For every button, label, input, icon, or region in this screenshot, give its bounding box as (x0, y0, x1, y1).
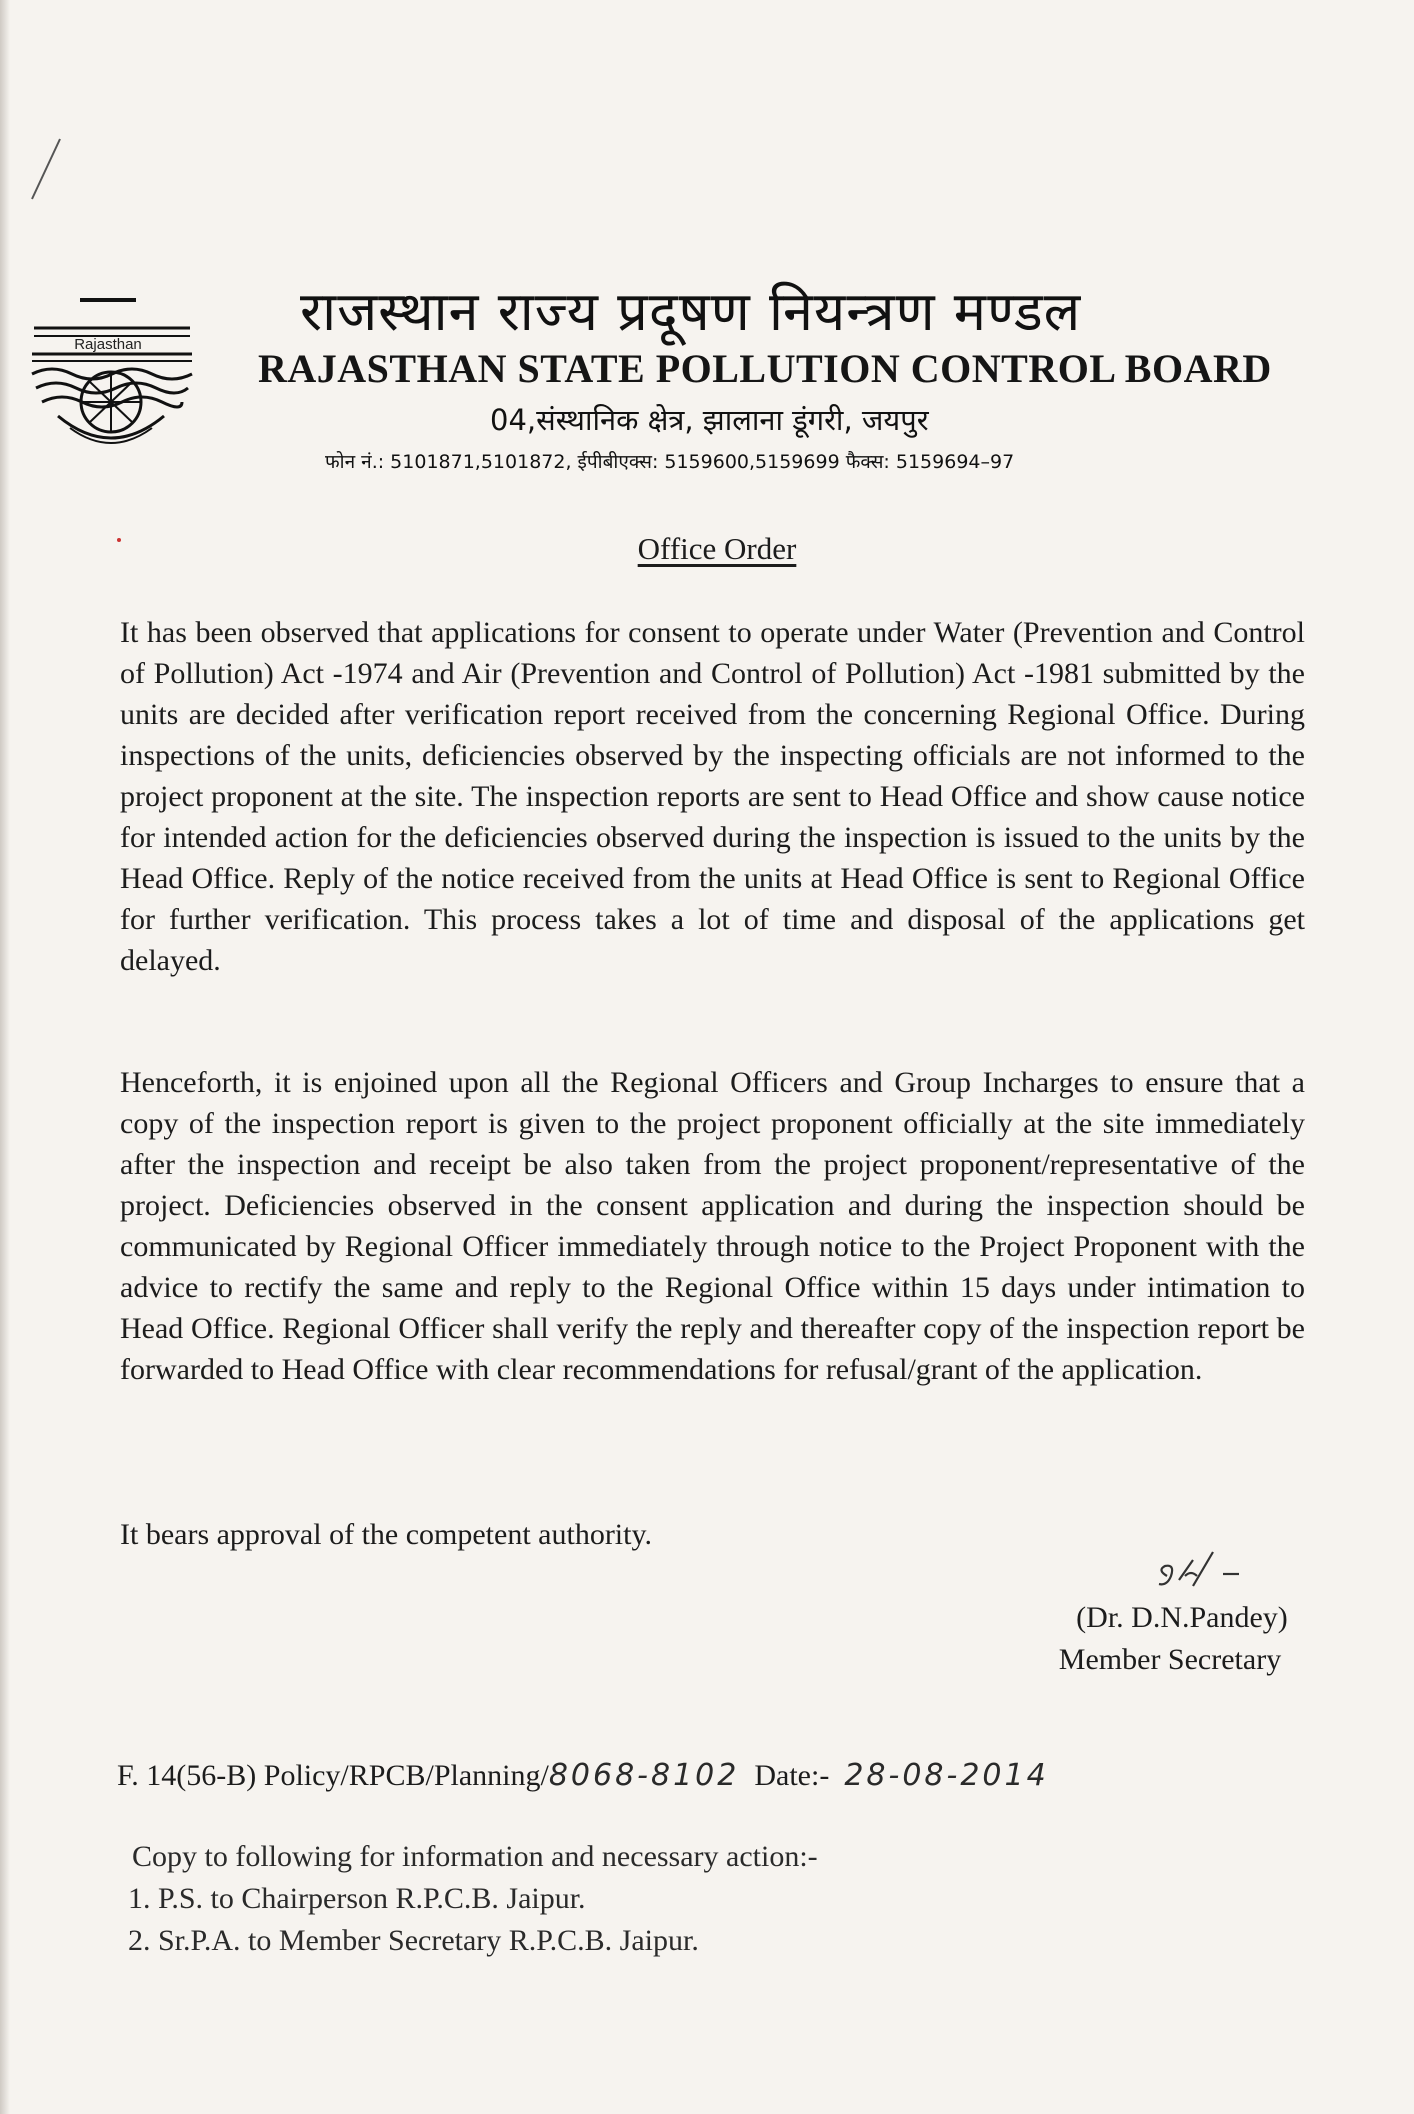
copy-to-intro: Copy to following for information and necessary action:- (132, 1840, 818, 1873)
document-title-text: Office Order (637, 531, 797, 566)
body-paragraph-2: Henceforth, it is enjoined upon all the Regional Officers and Group Incharges to ensure that a copy of the inspection report is given to the project proponent officially at the site immediately after the inspection and receipt be also taken from the project proponent/representative of the project. Deficiencies observed in the consent application and during the inspection should be communicated by Regional Officer immediately through notice to the Project Proponent with the advice to rectify the same and reply to the Regional Office within 15 days under intimation to Head Office. Regional Officer shall verify the reply and thereafter copy of the inspection report be forwarded to Head Office with clear recommendations for refusal/grant of the application. (120, 1066, 1305, 1386)
rspcb-logo-icon (18, 290, 203, 465)
dispatch-number: 8068-8102 (548, 1758, 740, 1793)
board-contact-numbers: फोन नं.: 5101871,5101872, ईपीबीएक्स: 5159600,5159699 फैक्स: 5159694–97 (325, 451, 1015, 473)
document-title (0, 531, 1414, 567)
handwritten-signature-mark (1145, 1546, 1285, 1601)
file-number: F. 14(56-B) Policy/RPCB/Planning/ (117, 1759, 549, 1792)
body-paragraph-3: It bears approval of the competent authority. (120, 1518, 653, 1551)
copy-to-item-2: 2. Sr.P.A. to Member Secretary R.P.C.B. Jaipur. (128, 1924, 699, 1957)
reference-line (117, 1758, 1317, 1793)
copy-to-item-1: 1. P.S. to Chairperson R.P.C.B. Jaipur. (128, 1882, 586, 1915)
board-name-english: RAJASTHAN STATE POLLUTION CONTROL BOARD (258, 346, 1272, 391)
logo-label: Rajasthan (74, 336, 142, 353)
body-paragraph-1: It has been observed that applications for consent to operate under Water (Prevention and Control of Pollution) Act -1974 and Air (Prevention and Control of Pollution) Act -1981 submitted by the units are decided after verification report received from the concerning Regional Office. During inspections of the units, deficiencies observed by the inspecting officials are not informed to the project proponent at the site. The inspection reports are sent to Head Office and show cause notice for intended action for the deficiencies observed during the inspection is issued to the units by the Head Office. Reply of the notice received from the units at Head Office is sent to Regional Office for further verification. This process takes a lot of time and disposal of the applications get delayed. (120, 616, 1305, 977)
signatory-block (1030, 1597, 1310, 1681)
date-value: 28-08-2014 (844, 1758, 1049, 1793)
pen-stroke-mark (26, 135, 66, 205)
scan-edge-shadow (0, 0, 10, 2114)
signatory-name: (Dr. D.N.Pandey) (1076, 1601, 1288, 1634)
signatory-designation: Member Secretary (1058, 1643, 1282, 1676)
board-address: 04,संस्थानिक क्षेत्र, झालाना डूंगरी, जयपुर (490, 403, 929, 437)
date-label: Date:- (754, 1759, 830, 1792)
board-name-hindi: राजस्थान राज्य प्रदूषण नियन्त्रण मण्डल (300, 280, 1082, 343)
copy-to-block (128, 1836, 1132, 1962)
